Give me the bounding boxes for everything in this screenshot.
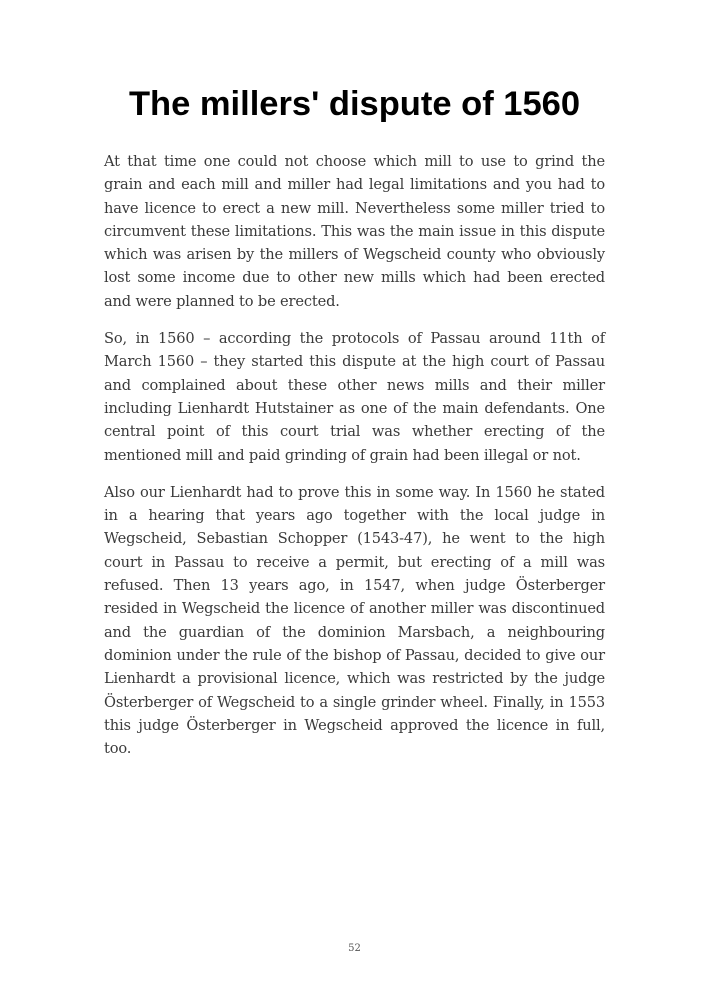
- paragraph-2: So, in 1560 – according the protocols of Passau around 11th of March 1560 – they started this dispute at the high court of Passau and complained about these other news mills and their miller including Lienhardt Hutstainer as one of the main defendants. One central point of this court trial was whether erecting of the mentioned mill and paid grinding of grain had been illegal or not.: [104, 330, 605, 464]
- body-text: [104, 150, 605, 774]
- paragraph-3: Also our Lienhardt had to prove this in some way. In 1560 he stated in a hearing that years ago together with the local judge in Wegscheid, Sebastian Schopper (1543-47), he went to the high court in Passau to receive a permit, but erecting of a mill was refused. Then 13 years ago, in 1547, when judge Österberger resided in Wegscheid the licence of another miller was discontinued and the guardian of the dominion Marsbach, a neighbouring dominion under the rule of the bishop of Passau, decided to give our Lienhardt a provisional licence, which was restricted by the judge Österberger of Wegscheid to a single grinder wheel. Finally, in 1553 this judge Österberger in Wegscheid approved the licence in full, too.: [104, 483, 605, 758]
- page-title: The millers' dispute of 1560: [128, 85, 581, 123]
- page-number: 52: [348, 943, 361, 954]
- paragraph-1: At that time one could not choose which mill to use to grind the grain and each mill and miller had legal limitations and you had to have licence to erect a new mill. Nevertheless some miller tried to circumvent these limitations. This was the main issue in this dispute which was arisen by the millers of Wegscheid county who obviously lost some income due to other new mills which had been erected and were planned to be erected.: [104, 153, 605, 310]
